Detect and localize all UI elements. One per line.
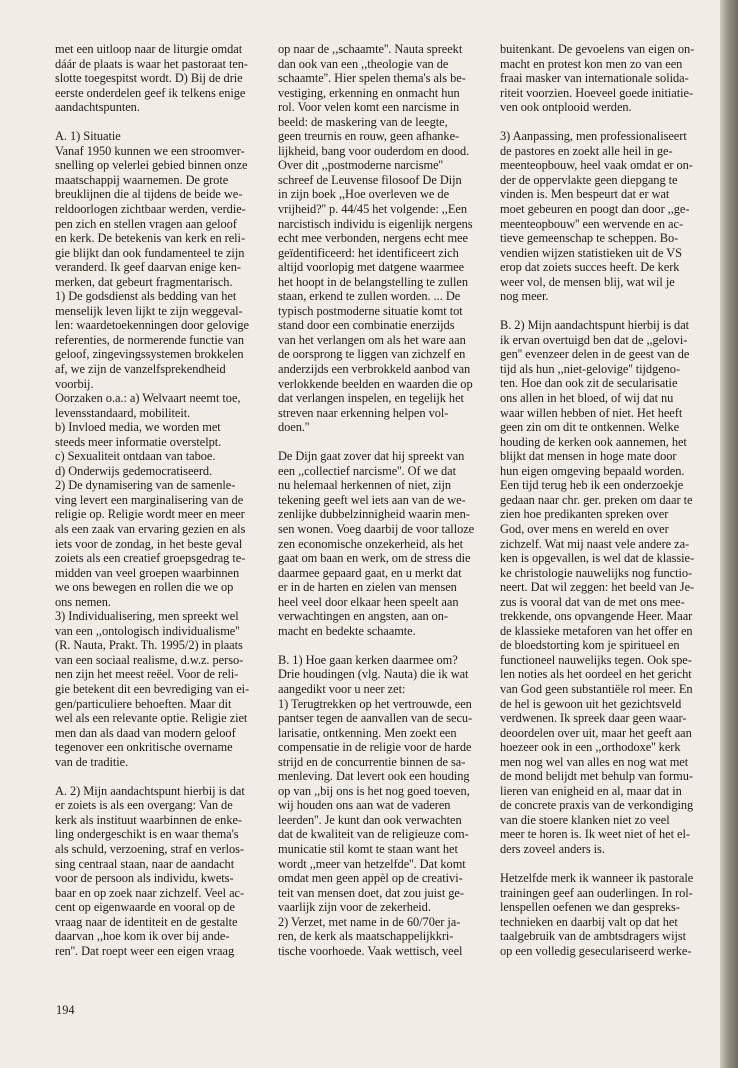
text-line: de hel is gewoon uit het gezichtsveld — [500, 696, 682, 711]
text-line: rol. Voor velen komt een narcisme in — [278, 100, 460, 115]
text-line: ons allen in het bloed, of wij dat nu — [500, 391, 674, 406]
text-line: vinden is. Men bespeurt dat er wat — [500, 187, 670, 202]
text-line: een ,,collectief narcisme''. Of we dat — [278, 463, 457, 478]
text-line: trekkende, ons opvangende Heer. Maar — [500, 609, 693, 624]
text-line: de klassieke metaforen van het offer en — [500, 623, 693, 638]
text-line: aangedikt voor u neer zet: — [278, 681, 406, 696]
text-line: verlokkende beelden en waarden die op — [278, 376, 473, 391]
text-column-1 — [55, 42, 253, 973]
text-line: tijd als hun ,,niet-gelovige'' tijdgeno- — [500, 361, 681, 376]
text-line: leerden''. Je kunt dan ook verwachten — [278, 812, 462, 827]
text-line: meer te horen is. Ik weet niet of het el- — [500, 827, 690, 842]
text-line: c) Sexualiteit ontdaan van taboe. — [55, 449, 216, 464]
text-line: strijd en de concurrentie binnen de sa- — [278, 754, 466, 769]
text-line: A. 1) Situatie — [55, 129, 121, 144]
text-line: Een tijd terug heb ik een onderzoekje — [500, 478, 684, 493]
text-line: men dan als daad van modern geloof — [55, 725, 236, 740]
text-line: echt mee verbonden, nergens echt mee — [278, 231, 468, 246]
text-line: Hetzelfde merk ik wanneer ik pastorale — [500, 871, 694, 886]
text-line: beeld: de maskering van de leegte, — [278, 114, 448, 129]
text-line: vrijheid?'' p. 44/45 het volgende: ,,Een — [278, 202, 467, 217]
text-line: gie blijkt dan ook fundamenteel te zijn — [55, 245, 245, 260]
text-line: breuklijnen die al tijdens de beide we- — [55, 187, 243, 202]
text-line: houding de kerken ook aannemen, het — [500, 434, 687, 449]
text-line: aandachtspunten. — [55, 100, 140, 115]
text-line: pantser tegen de aanvallen van de secu- — [278, 711, 473, 726]
text-line: tieve gemeenschap te scheppen. Bo- — [500, 231, 679, 246]
text-line: macht en bedekte schaamte. — [278, 623, 416, 638]
text-line: gen'' evenzeer delen in de geest van de — [500, 347, 690, 362]
text-line: maatschappij waarnemen. De grote — [55, 172, 229, 187]
text-line: wordt ,,meer van hetzelfde''. Dat komt — [278, 856, 466, 871]
text-line: taalgebruik van de ambtsdragers wijst — [500, 929, 687, 944]
text-line: de concrete praxis van de verkondiging — [500, 798, 694, 813]
text-line: levensstandaard, mobiliteit. — [55, 405, 191, 420]
text-line: van het verlangen om als het ware aan — [278, 332, 466, 347]
text-line: geïdentificeerd: het identificeert zich — [278, 245, 459, 260]
text-line: pen zich en stellen vragen aan geloof — [55, 216, 237, 231]
text-line: dat verlangen inspelen, en tegelijk het — [278, 391, 464, 406]
text-line: baar en op zoek naar zichzelf. Veel ac- — [55, 885, 245, 900]
text-line: d) Onderwijs gedemocratiseerd. — [55, 463, 213, 478]
text-line: tegenover een onkritische overname — [55, 740, 233, 755]
text-line: menleving. Dat levert ook een houding — [278, 769, 470, 784]
text-line: geloof, zingevingssystemen brokkelen — [55, 347, 244, 362]
text-line: dáár de plaats is waar het pastoraat ten- — [55, 56, 249, 71]
text-line: de bloedstorting kom je spiritueel en — [500, 638, 680, 653]
text-line: merken, dat gebeurt fragmentarisch. — [55, 274, 233, 289]
paragraph — [278, 42, 476, 435]
text-line: ving levert een marginalisering van de — [55, 492, 244, 507]
text-line: altijd voorlopig met datgene waarmee — [278, 260, 465, 275]
text-line: blijkt dat mensen in hoge mate door — [500, 449, 677, 464]
text-line: compensatie in de religie voor de harde — [278, 740, 472, 755]
text-line: meenteopbouw, heel vaak omdat er on- — [500, 158, 693, 173]
text-line: geen zin om dit te ontkennen. Welke — [500, 420, 680, 435]
text-line: Drie houdingen (vlg. Nauta) die ik wat — [278, 667, 469, 682]
text-line: omdat men geen appèl op de creativi- — [278, 871, 463, 886]
text-line: deoordelen over uit, maar het geeft aan — [500, 725, 692, 740]
text-line: af, we zijn de vanzelfsprekendheid — [55, 361, 226, 376]
text-line: van een ,,ontologisch individualisme'' — [55, 623, 240, 638]
text-line: nen zijn het meest reëel. Voor de reli- — [55, 667, 239, 682]
text-line: ders zoveel anders is. — [500, 841, 605, 856]
text-line: ons nemen. — [55, 594, 111, 609]
text-line: met een uitloop naar de liturgie omdat — [55, 42, 243, 56]
paragraph — [500, 129, 698, 304]
paragraph — [55, 784, 253, 959]
text-line: in zijn boek ,,Hoe overleven we de — [278, 187, 450, 202]
paragraph — [55, 129, 253, 769]
text-line: zichzelf. Wat mij naast vele andere za- — [500, 536, 690, 551]
text-line: op naar de ,,schaamte''. Nauta spreekt — [278, 42, 463, 56]
text-line: B. 1) Hoe gaan kerken daarmee om? — [278, 652, 458, 667]
page-edge-shadow — [720, 0, 738, 1068]
text-line: slotte toegespitst wordt. D) Bij de drie — [55, 71, 243, 86]
text-line: teit van mensen doet, dat zou juist ge- — [278, 885, 464, 900]
text-line: technieken en daarbij valt op dat het — [500, 914, 678, 929]
paragraph — [500, 871, 698, 958]
text-line: voorbij. — [55, 376, 94, 391]
text-line: voor de persoon als individu, kwets- — [55, 871, 234, 886]
text-line: len noties als het oordeel en het gericht — [500, 667, 692, 682]
paragraph — [278, 449, 476, 638]
text-line: ling ondergeschikt is en waar thema's — [55, 827, 239, 842]
text-line: zenlijke dubbelzinnigheid waarin men- — [278, 507, 470, 522]
text-line: ren''. Dat roept weer een eigen vraag — [55, 943, 235, 958]
text-line: A. 2) Mijn aandachtspunt hierbij is dat — [55, 783, 245, 798]
text-line: Oorzaken o.a.: a) Welvaart neemt toe, — [55, 391, 241, 406]
text-line: fraai masker van internationale solida- — [500, 71, 689, 86]
text-line: daarmee gepaard gaat, en u merkt dat — [278, 565, 462, 580]
text-line: steeds meer informatie overstelpt. — [55, 434, 222, 449]
text-line: het hoopt in de belangstelling te zullen — [278, 274, 469, 289]
text-line: vaarlijk zijn voor de zekerheid. — [278, 900, 431, 915]
text-line: gie betekent dit een bevrediging van ei- — [55, 682, 250, 697]
text-line: ik ervan overtuigd ben dat de ,,gelovi- — [500, 332, 688, 347]
text-line: de oorsprong te liggen van zichzelf en — [278, 347, 466, 362]
text-line: vendien wijzen statistieken uit de VS — [500, 245, 683, 260]
text-line: ten. Hoe dan ook zit de secularisatie — [500, 376, 678, 391]
text-line: municatie stil komt te staan want het — [278, 841, 458, 856]
text-line: nu helemaal herkennen of niet, zijn — [278, 478, 452, 493]
text-line: erop dat zoiets succes heeft. De kerk — [500, 260, 680, 275]
text-line: vraag naar de identiteit en de gestalte — [55, 914, 238, 929]
text-line: len: waardetoekenningen door gelovige — [55, 318, 249, 333]
text-line: verdwenen. Ik spreek daar geen waar- — [500, 711, 687, 726]
text-line: zus is vooral dat van de met ons mee- — [500, 594, 685, 609]
text-line: we ons bewegen en rollen die we op — [55, 580, 234, 595]
text-line: nog meer. — [500, 289, 549, 304]
text-line: verwachtingen en angsten, aan on- — [278, 609, 449, 624]
paragraph — [500, 42, 698, 115]
text-line: op van ,,bij ons is het nog goed toeven, — [278, 783, 470, 798]
text-line: de pastores en zoekt alle heil in ge- — [500, 143, 673, 158]
text-line: ren, de kerk als maatschappelijkkri- — [278, 929, 454, 944]
text-line: tekening geeft wel iets aan van de we- — [278, 492, 466, 507]
text-line: 2) Verzet, met name in de 60/70er ja- — [278, 914, 461, 929]
text-line: staan, erkend te zullen worden. ... De — [278, 289, 461, 304]
text-line: heel veel door elkaar heen speelt aan — [278, 594, 459, 609]
text-line: schaamte''. Hier spelen thema's als be- — [278, 71, 466, 86]
text-line: cent op eigenwaarde en vooral op de — [55, 900, 235, 915]
text-line: van God geen substantiële rol meer. En — [500, 681, 693, 696]
text-line: geen treurnis en rouw, geen afhanke- — [278, 129, 460, 144]
text-line: snelling op velerlei gebied binnen onze — [55, 158, 248, 173]
text-line: trainingen geef aan ouderlingen. In rol- — [500, 885, 693, 900]
text-line: als schuld, verzoening, straf en verlos- — [55, 841, 244, 856]
text-line: kerk als instituut waarbinnen de enke- — [55, 812, 242, 827]
text-line: Vanaf 1950 kunnen we een stroomver- — [55, 143, 245, 158]
text-line: en kerk. De betekenis van kerk en reli- — [55, 231, 246, 246]
text-line: lenspellen oefenen we dan gespreks- — [500, 900, 680, 915]
text-line: lieren van enigheid en al, maar dat in — [500, 783, 682, 798]
text-line: veranderd. Ik geef daarvan enige ken- — [55, 260, 241, 275]
text-line: dan ook van een ,,theologie van de — [278, 56, 449, 71]
paragraph — [278, 653, 476, 958]
text-line: 1) Terugtrekken op het vertrouwde, een — [278, 696, 472, 711]
text-line: b) Invloed media, we worden met — [55, 420, 221, 435]
text-line: der de oppervlakte geen diepgang te — [500, 172, 678, 187]
text-line: waar willen hebben of niet. Het heeft — [500, 405, 683, 420]
text-line: daarvan ,,hoe kom ik over bij ande- — [55, 929, 230, 944]
text-line: God, over mens en wereld en over — [500, 521, 669, 536]
text-line: De Dijn gaat zover dat hij spreekt van — [278, 449, 465, 464]
text-line: hoezeer ook in een ,,orthodoxe'' kerk — [500, 740, 681, 755]
text-line: vestiging, erkenning en onmacht hun — [278, 85, 460, 100]
text-line: reldoorlogen zichtbaar werden, verdie- — [55, 201, 246, 216]
text-line: van een sociaal realisme, d.w.z. perso- — [55, 652, 244, 667]
text-line: streven naar erkenning helpen vol- — [278, 405, 449, 420]
text-line: larisatie, ontkenning. Men zoekt een — [278, 725, 457, 740]
text-line: menselijk leven lijkt te zijn weggeval- — [55, 303, 243, 318]
paragraph — [55, 42, 253, 115]
text-line: macht en protest kon men zo van een — [500, 56, 683, 71]
text-line: wel als een relevante optie. Religie ziet — [55, 711, 248, 726]
text-line: sing centraal staan, naar de aandacht — [55, 856, 235, 871]
text-line: moet gebeuren en poogt dan door ,,ge- — [500, 201, 690, 216]
text-line: de mond belijdt met behulp van formu- — [500, 769, 693, 784]
text-line: ke christologie nauwelijks nog functio- — [500, 565, 693, 580]
text-line: gedaan naar chr. ger. preken om daar te — [500, 492, 693, 507]
text-line: lijkheid, bang voor ouderdom en dood. — [278, 143, 470, 158]
text-line: zoiets als een creatief groepsgedrag te- — [55, 551, 246, 566]
text-line: sen wonen. Voeg daarbij de voor talloze — [278, 522, 475, 536]
text-line: zen economische onzekerheid, als het — [278, 536, 464, 551]
text-line: gen/particuliere behoeften. Maar dit — [55, 696, 232, 711]
text-line: zien hoe predikanten spreken over — [500, 507, 669, 522]
text-line: B. 2) Mijn aandachtspunt hierbij is dat — [500, 318, 690, 333]
text-line: als een zaak van ervaring gezien en als — [55, 522, 246, 536]
text-line: tische voorhoede. Vaak wettisch, veel — [278, 943, 463, 958]
text-line: eerste onderdelen geef ik telkens enige — [55, 85, 246, 100]
text-line: typisch postmoderne situatie komt tot — [278, 303, 463, 318]
text-line: narcistisch individu is eigenlijk nergens — [278, 216, 473, 231]
paragraph — [500, 318, 698, 856]
text-column-2 — [278, 42, 476, 973]
text-line: midden van veel groepen waarbinnen — [55, 565, 240, 580]
text-line: (R. Nauta, Prakt. Th. 1995/2) in plaats — [55, 638, 243, 653]
text-line: gaat om baan en werk, om de stress die — [278, 551, 471, 566]
text-line: functioneel nauwelijks tegen. Ook spe- — [500, 652, 692, 667]
text-line: weer vol, de mensen blij, wat wil je — [500, 274, 675, 289]
text-column-3 — [500, 42, 698, 973]
text-line: op een volledig geseculariseerd werke- — [500, 943, 692, 958]
text-line: wij houden ons aan wat de vaderen — [278, 798, 451, 813]
text-line: ken is opgevallen, is wel dat de klassie- — [500, 551, 695, 566]
text-line: doen.'' — [278, 420, 310, 435]
text-line: van die stoere klanken niet zo veel — [500, 812, 670, 827]
text-line: neert. Dat wil zeggen: het beeld van Je- — [500, 580, 695, 595]
text-line: 2) De dynamisering van de samenle- — [55, 478, 236, 493]
text-line: referenties, de normerende functie van — [55, 332, 245, 347]
text-line: riteit voorzien. Hoeveel goede initiatie- — [500, 85, 694, 100]
text-line: meenteopbouw'' een wervende en ac- — [500, 216, 684, 231]
text-line: buitenkant. De gevoelens van eigen on- — [500, 42, 695, 56]
text-line: anderzijds een verbrokkeld aanbod van — [278, 362, 471, 377]
text-line: schreef de Leuvense filosoof De Dijn — [278, 172, 462, 187]
text-line: dat de kwaliteit van de religieuze com- — [278, 827, 469, 842]
text-line: men nog wel van alles en nog wat met — [500, 754, 689, 769]
page-number: 194 — [56, 1003, 75, 1017]
text-line: er zoiets is als een overgang: Van de — [55, 798, 233, 813]
text-line: 3) Aanpassing, men professionaliseert — [500, 129, 687, 144]
text-line: religie op. Religie wordt meer en meer — [55, 507, 245, 522]
text-line: 3) Individualisering, men spreekt wel — [55, 609, 239, 624]
text-line: iets voor de zondag, in het beste geval — [55, 536, 243, 551]
text-line: van de traditie. — [55, 754, 129, 769]
text-line: 1) De godsdienst als bedding van het — [55, 289, 237, 304]
text-line: Over dit ,,postmoderne narcisme'' — [278, 158, 443, 173]
text-line: er in de harten en zielen van mensen — [278, 580, 457, 595]
text-line: hun eigen omgeving bepaald worden. — [500, 463, 685, 478]
text-line: stand door een combinatie enerzijds — [278, 318, 455, 333]
text-line: ven ook ontplooid werden. — [500, 100, 632, 115]
